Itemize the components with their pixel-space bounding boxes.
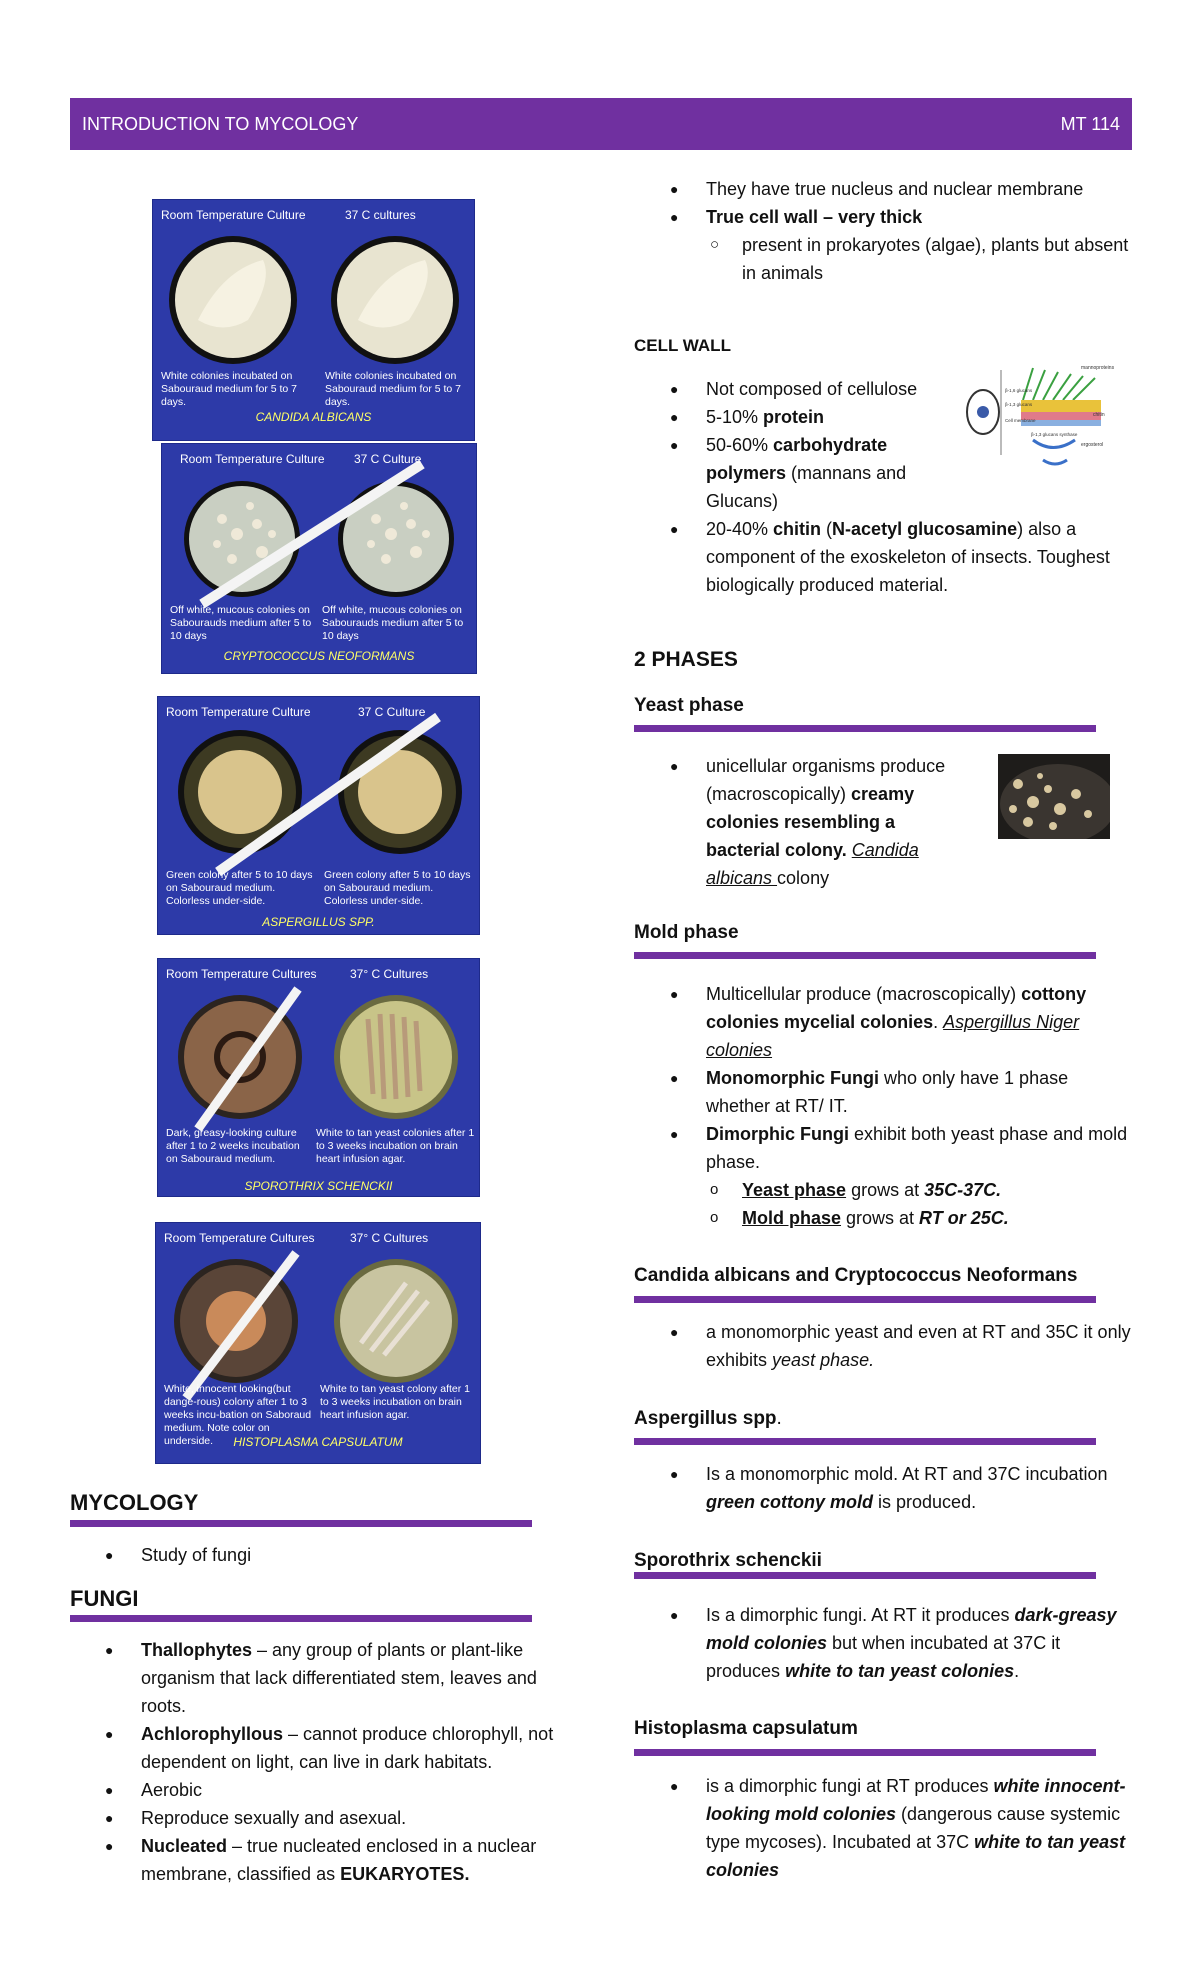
diagram-label: β-1,3 glucans synthase [1031, 432, 1078, 437]
cell-wall-heading: CELL WALL [634, 336, 731, 355]
plate3-left-caption: Green colony after 5 to 10 days on Sabouraud medium. Colorless under-side. [166, 869, 313, 907]
diagram-label: chitin [1093, 412, 1105, 418]
header-title: INTRODUCTION TO MYCOLOGY [82, 113, 359, 134]
histoplasma-underline [634, 1749, 1096, 1756]
plate3-organism: ASPERGILLUS SPP. [262, 915, 375, 929]
list-item: ● They have true nucleus and nuclear membrane [670, 179, 1084, 199]
plate5-right-caption: White to tan yeast colony after 1 to 3 weeks incubation on brain heart infusion agar. [320, 1383, 470, 1421]
list-item: ● Is a dimorphic fungi. At RT it produces dark-greasy mold colonies but when incubated at 37C it produces white to tan yeast colonies. [670, 1605, 1117, 1681]
yeast-list [670, 752, 970, 892]
list-item: ● a monomorphic yeast and even at RT and 35C it only exhibits yeast phase. [670, 1322, 1131, 1370]
list-item: ● Study of fungi [105, 1545, 252, 1565]
fungi-list [105, 1636, 575, 1888]
plate1-organism: CANDIDA ALBICANS [255, 410, 372, 424]
candida-cryptococcus-heading: Candida albicans and Cryptococcus Neoformans [634, 1265, 1078, 1286]
cryptococcus-plate-image [161, 443, 477, 674]
plate1-right-caption: White colonies incubated on Sabouraud medium for 5 to 7 days. [325, 370, 461, 408]
diagram-label: β-1,3 glucans [1005, 402, 1033, 407]
page-header [70, 98, 1132, 150]
aspergillus-heading: Aspergillus spp. [634, 1408, 782, 1429]
list-item: ● 5-10% protein [670, 407, 825, 427]
list-item: ● Reproduce sexually and asexual. [105, 1808, 407, 1828]
plate2-left-caption: Off white, mucous colonies on Sabourauds medium after 5 to 10 days [170, 604, 312, 642]
aspergillus-plate-image [157, 696, 480, 935]
list-item: ● Thallophytes – any group of plants or plant-like organism that lack differentiated stem, leaves and roots. [105, 1640, 537, 1716]
cc-underline [634, 1296, 1096, 1303]
candida-plate-image [152, 199, 475, 441]
list-item: ● Is a monomorphic mold. At RT and 37C incubation green cottony mold is produced. [670, 1464, 1108, 1512]
list-item: ● Dimorphic Fungi exhibit both yeast phase and mold phase. [670, 1124, 1128, 1172]
list-item: ● unicellular organisms produce (macroscopically) creamy colonies resembling a bacterial colony. Candida albicans colony [670, 756, 946, 888]
plate4-right-caption: White to tan yeast colonies after 1 to 3 weeks incubation on brain heart infusion agar. [316, 1127, 475, 1165]
plate2-right-caption: Off white, mucous colonies on Sabourauds medium after 5 to 10 days [322, 604, 464, 642]
plate4-organism: SPOROTHRIX SCHENCKII [244, 1179, 393, 1193]
sub-list-item: o Yeast phase grows at 35C-37C. [710, 1180, 1002, 1200]
cell-wall-diagram [963, 360, 1115, 475]
plate2-organism: CRYPTOCOCCUS NEOFORMANS [223, 649, 415, 663]
list-item: ● Multicellular produce (macroscopically) cottony colonies mycelial colonies. Aspergillus Niger colonies [670, 984, 1087, 1060]
histoplasma-heading: Histoplasma capsulatum [634, 1718, 858, 1739]
yeast-underline [634, 725, 1096, 732]
plate2-right-label: 37 C Culture [354, 452, 422, 466]
sub-list-item: ○ present in prokaryotes (algae), plants but absent in animals [710, 235, 1129, 283]
plate5-left-label: Room Temperature Cultures [164, 1231, 315, 1245]
mycology-list [105, 1541, 575, 1569]
plate3-right-label: 37 C Culture [358, 705, 426, 719]
plate4-right-label: 37° C Cultures [350, 967, 429, 981]
plate3-right-caption: Green colony after 5 to 10 days on Sabouraud medium. Colorless under-side. [324, 869, 471, 907]
mycology-underline [70, 1520, 532, 1527]
yeast-colony-photo [998, 754, 1110, 839]
header-course: MT 114 [1060, 113, 1120, 134]
mycology-heading: MYCOLOGY [70, 1490, 199, 1515]
phases-heading: 2 PHASES [634, 648, 738, 671]
plate4-left-label: Room Temperature Cultures [166, 967, 317, 981]
list-item: ● 20-40% chitin (N-acetyl glucosamine) also a component of the exoskeleton of insects. Toughest biologically produced material. [670, 519, 1110, 595]
list-item: ● Achlorophyllous – cannot produce chlorophyll, not dependent on light, can live in dark habitats. [105, 1724, 554, 1772]
sporothrix-plate-image [157, 958, 480, 1197]
plate5-organism: HISTOPLASMA CAPSULATUM [233, 1435, 403, 1449]
fungi-underline [70, 1615, 532, 1622]
aspergillus-list [670, 1460, 1134, 1516]
sub-list-item: o Mold phase grows at RT or 25C. [710, 1208, 1009, 1228]
list-item: ● 50-60% carbohydrate polymers (mannans and Glucans) [670, 435, 907, 511]
sporothrix-underline [634, 1572, 1096, 1579]
mold-list [670, 980, 1134, 1232]
list-item: ● Aerobic [105, 1780, 203, 1800]
yeast-phase-heading: Yeast phase [634, 695, 744, 716]
fungi-heading: FUNGI [70, 1586, 139, 1611]
diagram-label: Cell membrane [1005, 418, 1036, 423]
sporothrix-list [670, 1601, 1134, 1685]
mold-underline [634, 952, 1096, 959]
intro-list [670, 175, 1130, 287]
list-item: ● is a dimorphic fungi at RT produces white innocent-looking mold colonies (dangerous cause systemic type mycoses). Incubated at 37C white to tan yeast colonies [670, 1776, 1126, 1880]
histoplasma-list [670, 1772, 1134, 1884]
mold-phase-heading: Mold phase [634, 922, 739, 943]
list-item: ● True cell wall – very thick [670, 207, 923, 227]
diagram-label: ergosterol [1081, 442, 1104, 448]
list-item: ● Nucleated – true nucleated enclosed in a nuclear membrane, classified as EUKARYOTES. [105, 1836, 537, 1884]
histoplasma-plate-image [155, 1222, 481, 1464]
plate3-left-label: Room Temperature Culture [166, 705, 311, 719]
aspergillus-underline [634, 1438, 1096, 1445]
plate2-left-label: Room Temperature Culture [180, 452, 325, 466]
plate5-right-label: 37° C Cultures [350, 1231, 429, 1245]
plate1-right-label: 37 C cultures [345, 208, 416, 222]
list-item: ● Not composed of cellulose [670, 379, 918, 399]
plate4-left-caption: Dark, greasy-looking culture after 1 to 2 weeks incubation on Sabouraud medium. [166, 1127, 300, 1165]
list-item: ● Monomorphic Fungi who only have 1 phase whether at RT/ IT. [670, 1068, 1069, 1116]
plate1-left-caption: White colonies incubated on Sabouraud medium for 5 to 7 days. [161, 370, 297, 408]
sporothrix-heading: Sporothrix schenckii [634, 1550, 822, 1571]
cc-list [670, 1318, 1134, 1374]
diagram-label: β-1,6 glucans [1005, 388, 1033, 393]
diagram-label: mannoproteins [1081, 365, 1115, 371]
plate1-left-label: Room Temperature Culture [161, 208, 306, 222]
plate5-left-caption: White, innocent looking(but dange-rous) colony after 1 to 3 weeks incu-bation on Saboraud medium. Note color on underside. [164, 1383, 312, 1447]
